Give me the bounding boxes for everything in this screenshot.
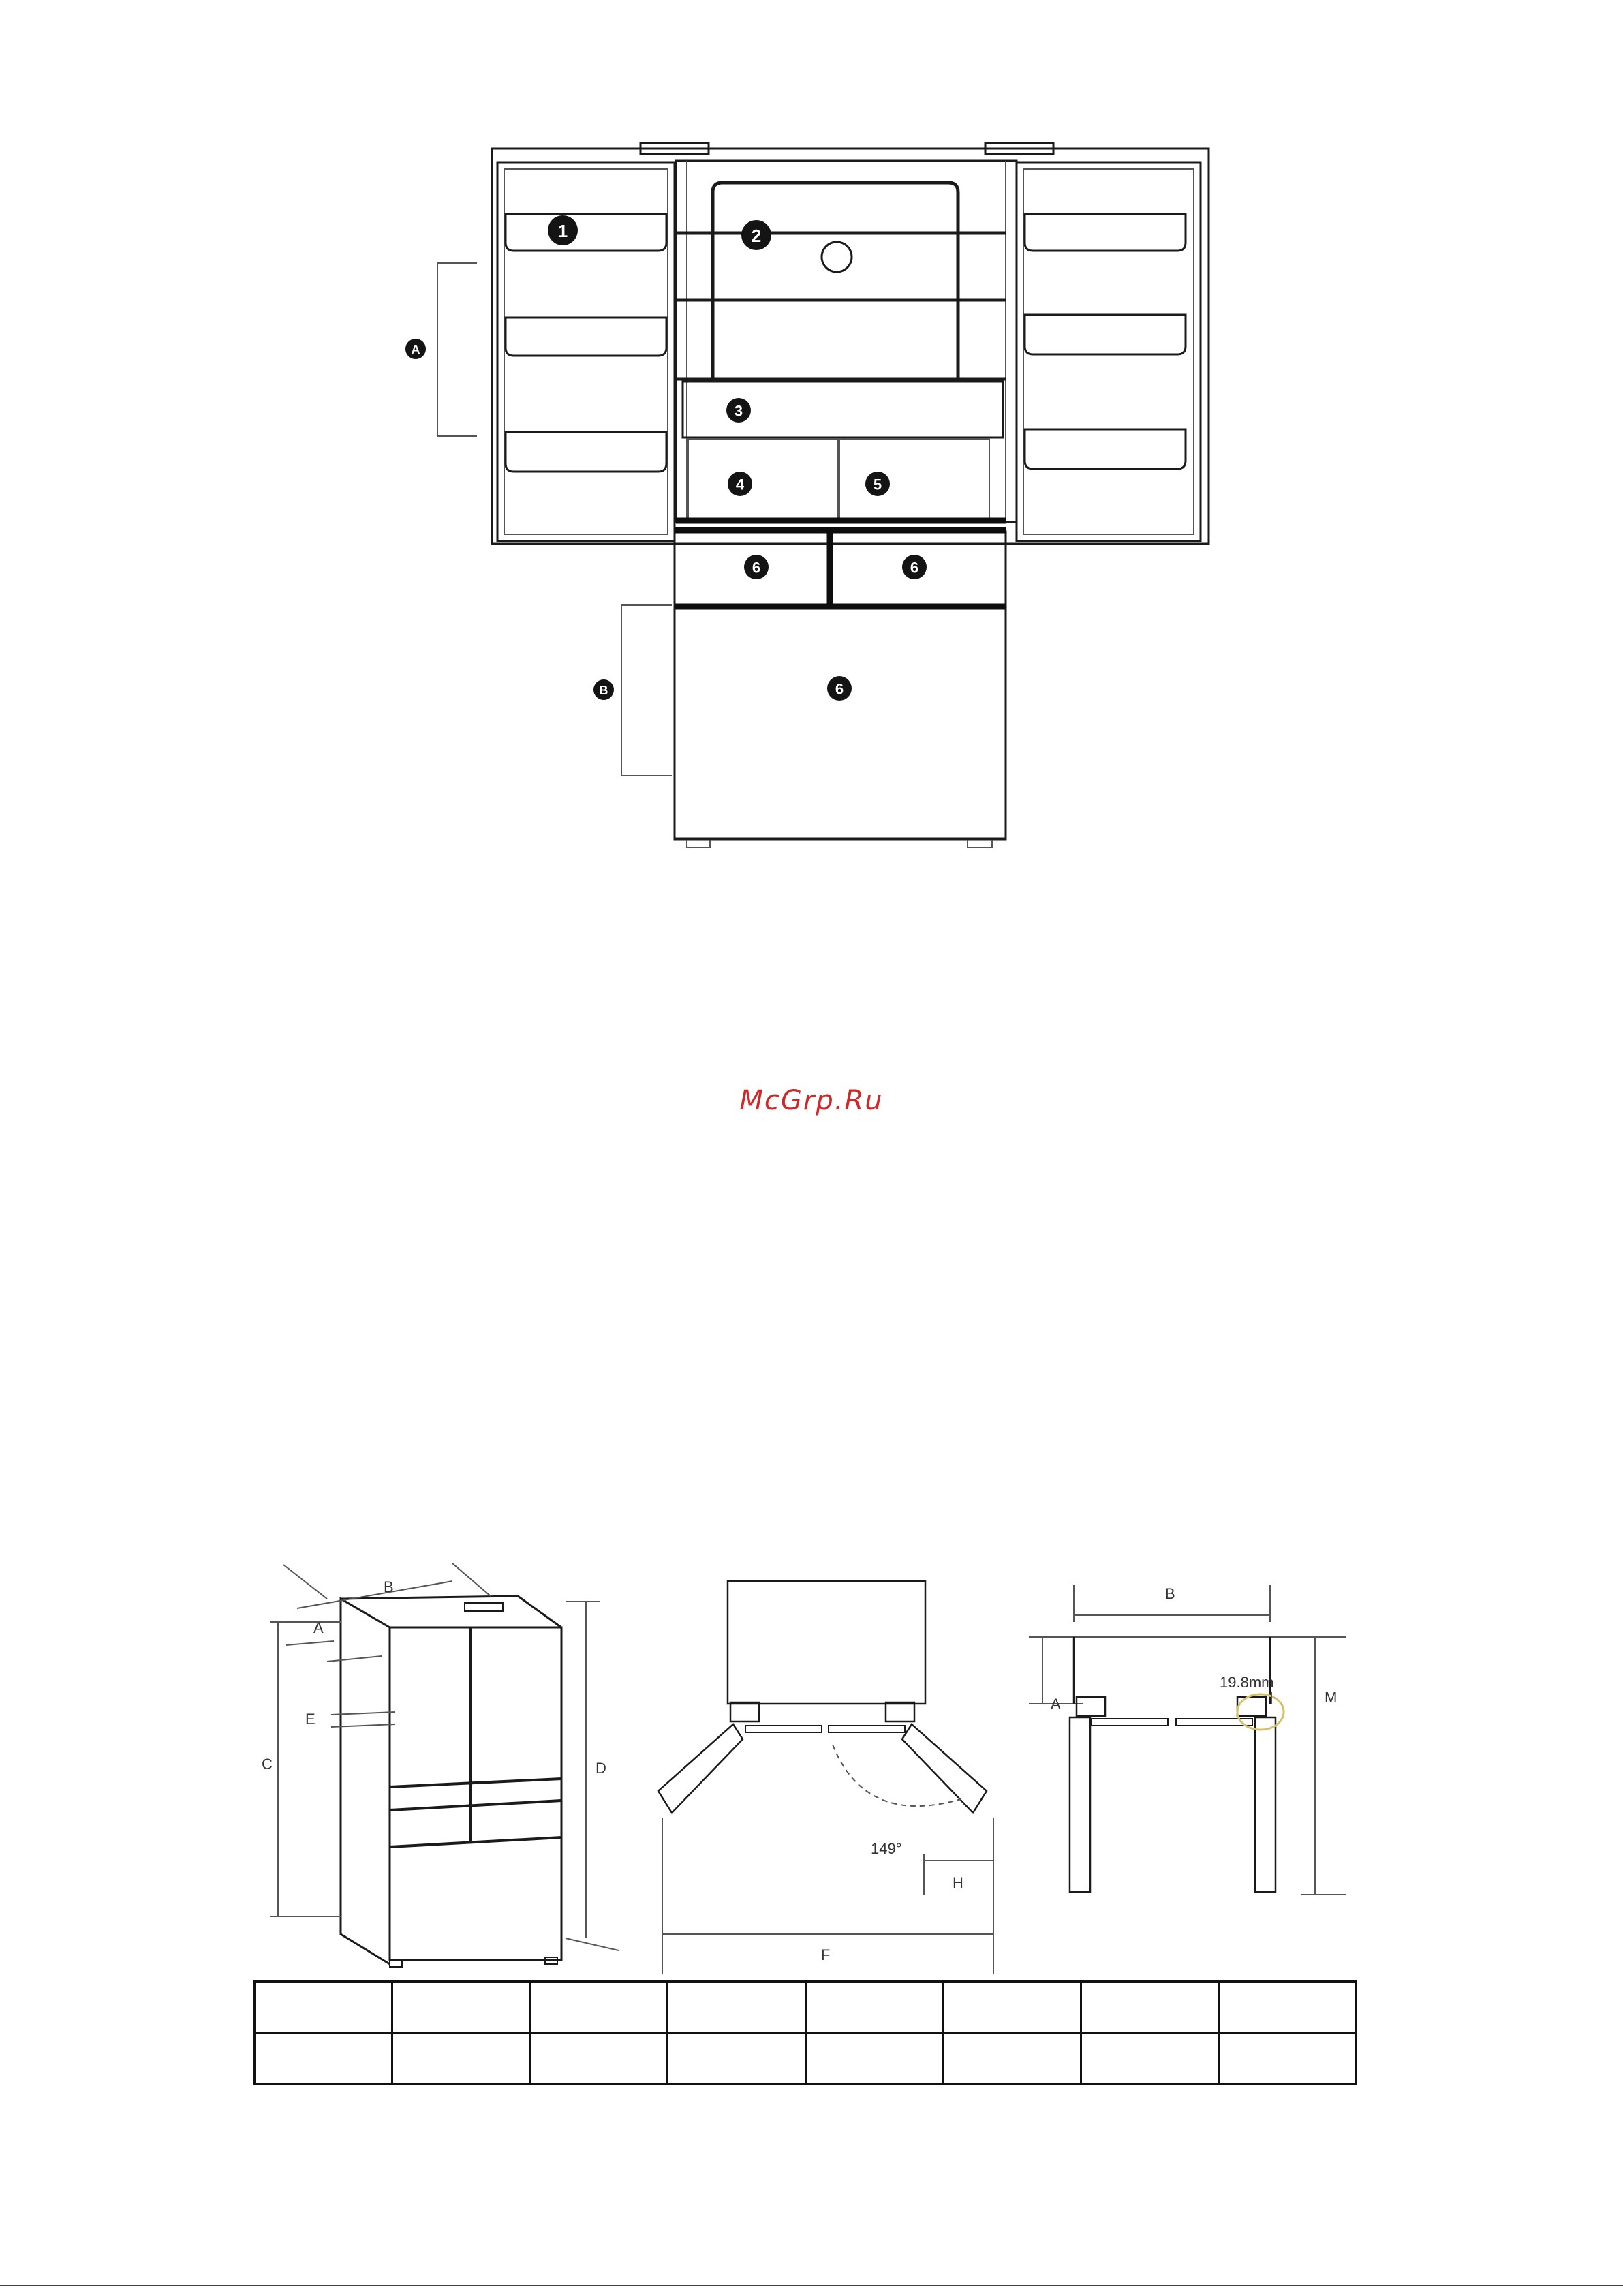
group-label-b (593, 679, 614, 700)
clearance-label: 19.8mm (1220, 1674, 1274, 1691)
detail-label-b: B (1165, 1585, 1175, 1602)
callout-6b (902, 555, 927, 579)
right-door (1017, 162, 1201, 541)
drawer-5 (839, 439, 989, 519)
table-row (255, 2033, 1357, 2084)
svg-text:3: 3 (734, 402, 743, 420)
table-cell (805, 2033, 943, 2084)
table-cell (943, 1982, 1081, 2033)
top-label-h: H (953, 1874, 963, 1891)
svg-text:6: 6 (752, 559, 761, 577)
left-door-bin-3 (506, 432, 666, 472)
bracket-b (621, 605, 672, 776)
svg-text:6: 6 (835, 680, 844, 698)
bracket-a (437, 263, 477, 436)
iso-label-b: B (384, 1578, 394, 1595)
table-cell (668, 2033, 805, 2084)
callout-6c (827, 676, 852, 701)
left-door-inner (504, 169, 668, 534)
callout-3 (726, 398, 751, 423)
dimension-spec-table (253, 1980, 1357, 2085)
fridge-cabinet (676, 161, 1017, 522)
right-door-bin-3 (1025, 429, 1186, 469)
svg-text:B: B (599, 684, 608, 697)
inner-compartment (713, 183, 958, 378)
detail-label-m: M (1325, 1689, 1338, 1706)
top-view-door-swing (658, 1581, 993, 1974)
group-label-a (405, 339, 426, 359)
right-door-bin-2 (1025, 315, 1186, 354)
detail-label-a: A (1051, 1696, 1061, 1713)
fridge-outer-frame (492, 149, 1209, 544)
watermark-text: McGrp.Ru (739, 1085, 884, 1116)
table-cell (392, 1982, 530, 2033)
right-door-inner (1023, 169, 1194, 534)
iso-label-c: C (262, 1756, 273, 1773)
svg-text:A: A (411, 343, 420, 356)
table-cell (1081, 2033, 1218, 2084)
table-cell (1218, 1982, 1356, 2033)
callout-5 (865, 472, 890, 496)
angle-label: 149° (871, 1840, 902, 1857)
detail-view-hinge-clearance (1029, 1585, 1346, 1895)
light-fixture (822, 242, 852, 272)
svg-text:6: 6 (910, 559, 919, 577)
iso-label-a: A (313, 1619, 324, 1636)
left-door (497, 162, 675, 541)
iso-label-e: E (305, 1711, 315, 1728)
table-cell (530, 2033, 668, 2084)
table-cell (1218, 2033, 1356, 2084)
table-cell (392, 2033, 530, 2084)
callout-1 (548, 215, 578, 245)
svg-text:5: 5 (873, 476, 882, 493)
table-cell (805, 1982, 943, 2033)
left-door-bin-1 (506, 214, 666, 251)
table-cell (255, 2033, 392, 2084)
left-door-bin-2 (506, 318, 666, 356)
table-cell (530, 1982, 668, 2033)
callout-4 (728, 472, 752, 496)
table-cell (255, 1982, 392, 2033)
table-cell (1081, 1982, 1218, 2033)
right-door-bin-1 (1025, 214, 1186, 251)
svg-text:1: 1 (557, 221, 568, 241)
drawer-4 (688, 439, 838, 519)
callout-6a (744, 555, 769, 579)
table-row (255, 1982, 1357, 2033)
callout-2 (741, 220, 771, 250)
svg-text:4: 4 (735, 476, 745, 493)
table-cell (943, 2033, 1081, 2084)
svg-text:2: 2 (751, 226, 762, 246)
iso-label-d: D (596, 1760, 606, 1777)
table-cell (668, 1982, 805, 2033)
top-label-f: F (821, 1946, 831, 1963)
